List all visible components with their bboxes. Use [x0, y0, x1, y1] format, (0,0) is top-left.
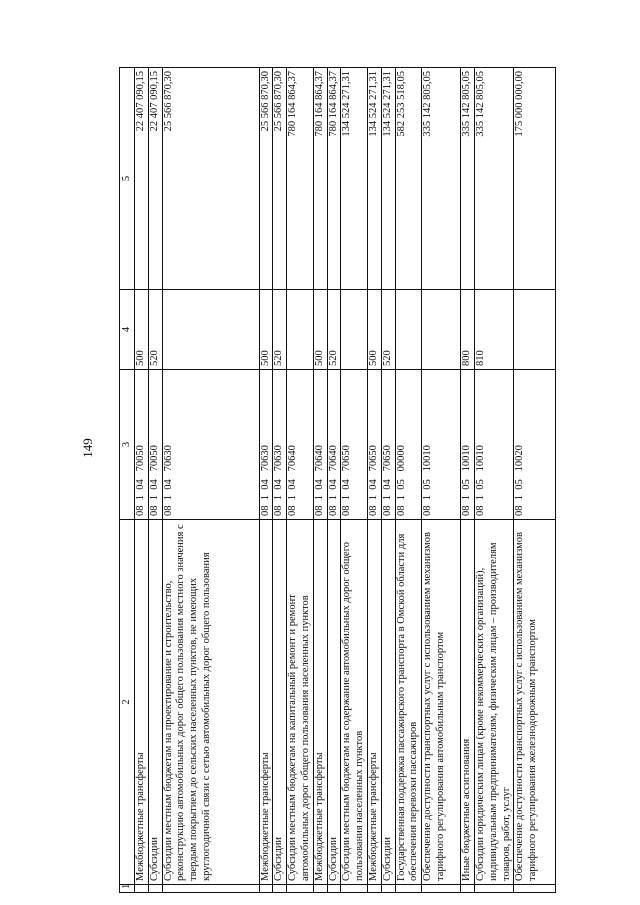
- column-header-3: 3: [120, 370, 135, 520]
- row-type: 500: [259, 290, 273, 370]
- row-name: Субсидии: [273, 520, 287, 885]
- row-type: 520: [273, 290, 287, 370]
- row-index-cell: [381, 885, 395, 893]
- row-code: 08 1 04 70640: [327, 370, 341, 520]
- row-amount: 780 164 864,37: [287, 68, 314, 290]
- row-index-cell: [135, 885, 149, 893]
- row-amount: 134 524 271,31: [341, 68, 368, 290]
- row-code: 08 1 04 70050: [148, 370, 162, 520]
- row-code: 08 1 04 70630: [162, 370, 259, 520]
- column-header-4: 4: [120, 290, 135, 370]
- row-type: 500: [367, 290, 381, 370]
- row-index-cell: [287, 885, 314, 893]
- row-type: 520: [327, 290, 341, 370]
- row-amount: 134 524 271,31: [381, 68, 395, 290]
- row-code: 08 1 05 10010: [422, 370, 461, 520]
- row-type: [341, 290, 368, 370]
- row-code: 08 1 04 70650: [381, 370, 395, 520]
- row-code: 08 1 04 70050: [135, 370, 149, 520]
- row-name: Субсидии: [327, 520, 341, 885]
- row-code: 08 1 04 70650: [341, 370, 368, 520]
- row-code: 08 1 04 70650: [367, 370, 381, 520]
- row-type: 500: [135, 290, 149, 370]
- row-name: Субсидии местным бюджетам на капитальный ремонт и ремонт автомобильных дорог общего пользования населенных пунктов: [287, 520, 314, 885]
- row-name: Иные бюджетные ассигнования: [461, 520, 475, 885]
- row-amount: 134 524 271,31: [367, 68, 381, 290]
- row-type: 520: [148, 290, 162, 370]
- row-index-cell: [514, 885, 556, 893]
- row-index-cell: [461, 885, 475, 893]
- row-index-cell: [327, 885, 341, 893]
- row-code: 08 1 05 10010: [461, 370, 475, 520]
- row-index-cell: [474, 885, 513, 893]
- row-index-cell: [341, 885, 368, 893]
- row-name: Межбюджетные трансферты: [313, 520, 327, 885]
- row-type: 520: [381, 290, 395, 370]
- column-header-5: 5: [120, 68, 135, 290]
- row-name: Субсидии юридическим лицам (кроме некоммерческих организаций), индивидуальным предпринимателям, физическим лицам – производителям товаров, работ, услуг: [474, 520, 513, 885]
- row-index-cell: [367, 885, 381, 893]
- row-index-cell: [259, 885, 273, 893]
- row-amount: 22 407 090,15: [148, 68, 162, 290]
- row-code: 08 1 04 70640: [287, 370, 314, 520]
- row-name: Обеспечение доступности транспортных услуг с использованием механизмов тарифного регулирования автомобильным транспортом: [422, 520, 461, 885]
- row-type: [514, 290, 556, 370]
- budget-table: [119, 67, 556, 893]
- row-amount: 335 142 805,05: [461, 68, 475, 290]
- table-row: [259, 68, 273, 893]
- row-type: [422, 290, 461, 370]
- column-header-2: 2: [120, 520, 135, 885]
- column-header-1: 1: [120, 885, 135, 893]
- page-number: 149: [79, 438, 95, 458]
- table-row: [461, 68, 475, 893]
- row-name: Межбюджетные трансферты: [259, 520, 273, 885]
- row-name: Субсидии местным бюджетам на содержание автомобильных дорог общего пользования населенных пунктов: [341, 520, 368, 885]
- row-index-cell: [162, 885, 259, 893]
- row-name: Обеспечение доступности транспортных услуг с использованием механизмов тарифного регулирования железнодорожным транспортом: [514, 520, 556, 885]
- table-row: [422, 68, 461, 893]
- row-amount: 582 253 518,05: [395, 68, 422, 290]
- table-row: [287, 68, 314, 893]
- row-name: Государственная поддержка пассажирского транспорта в Омской области для обеспечения перевозки пассажиров: [395, 520, 422, 885]
- row-amount: 780 164 864,37: [313, 68, 327, 290]
- row-index-cell: [148, 885, 162, 893]
- row-index-cell: [273, 885, 287, 893]
- row-type: 800: [461, 290, 475, 370]
- row-amount: 25 566 870,30: [273, 68, 287, 290]
- row-amount: 335 142 805,05: [474, 68, 513, 290]
- row-amount: 25 566 870,30: [162, 68, 259, 290]
- row-index-cell: [313, 885, 327, 893]
- rotated-table-frame: [119, 68, 599, 893]
- row-type: [162, 290, 259, 370]
- row-amount: 175 000 000,00: [514, 68, 556, 290]
- table-row: [514, 68, 556, 893]
- table-row: [135, 68, 149, 893]
- row-amount: 335 142 805,05: [422, 68, 461, 290]
- table-row: [341, 68, 368, 893]
- table-row: [162, 68, 259, 893]
- row-index-cell: [395, 885, 422, 893]
- row-name: Субсидии: [148, 520, 162, 885]
- column-number-row: [120, 68, 135, 893]
- row-code: 08 1 04 70630: [273, 370, 287, 520]
- row-type: 500: [313, 290, 327, 370]
- row-name: Субсидии: [381, 520, 395, 885]
- row-type: [395, 290, 422, 370]
- table-row: [327, 68, 341, 893]
- row-code: 08 1 04 70640: [313, 370, 327, 520]
- row-type: [287, 290, 314, 370]
- row-amount: 780 164 864,37: [327, 68, 341, 290]
- row-amount: 22 407 090,15: [135, 68, 149, 290]
- row-code: 08 1 04 70630: [259, 370, 273, 520]
- table-row: [313, 68, 327, 893]
- row-name: Субсидии местным бюджетам на проектирование и строительство, реконструкцию автомобильных дорог общего пользования местного значения с твердым покрытием до сельских населенных пунктов, не имеющих круглогодичной связи с сетью автомобильных дорог общего пользования: [162, 520, 259, 885]
- row-name: Межбюджетные трансферты: [135, 520, 149, 885]
- table-row: [273, 68, 287, 893]
- row-name: Межбюджетные трансферты: [367, 520, 381, 885]
- table-row: [474, 68, 513, 893]
- row-type: 810: [474, 290, 513, 370]
- row-index-cell: [422, 885, 461, 893]
- table-row: [367, 68, 381, 893]
- row-amount: 25 566 870,30: [259, 68, 273, 290]
- row-code: 08 1 05 10010: [474, 370, 513, 520]
- table-row: [395, 68, 422, 893]
- table-row: [148, 68, 162, 893]
- table-row: [381, 68, 395, 893]
- row-code: 08 1 05 10020: [514, 370, 556, 520]
- row-code: 08 1 05 00000: [395, 370, 422, 520]
